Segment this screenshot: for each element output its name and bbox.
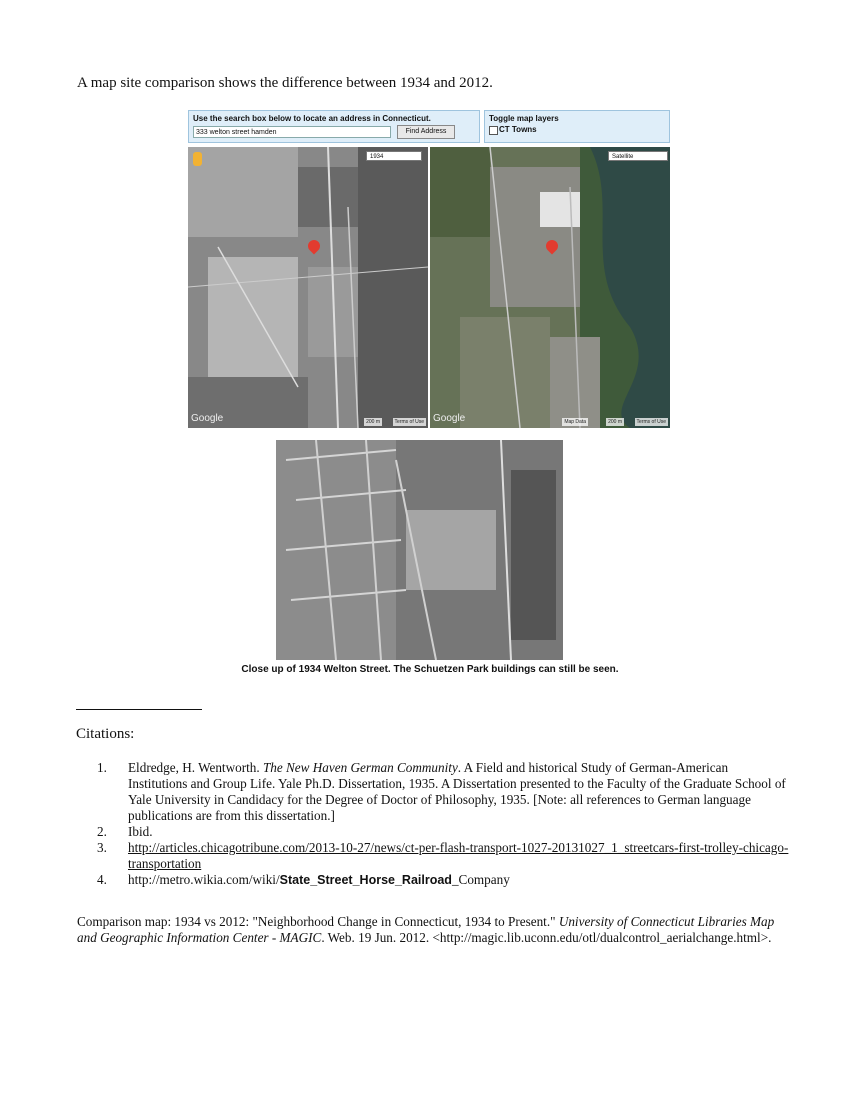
citation-url-prefix: http://metro.wikia.com/wiki/ [128,872,280,887]
citation-url-bold: State_Street_Horse_Railroad [279,873,452,887]
intro-text: A map site comparison shows the difference between 1934 and 2012. [77,75,493,91]
aerial-1934-image [188,147,428,428]
ct-towns-label: CT Towns [499,125,537,134]
citations-list [97,760,790,888]
citation-author: Eldredge, H. Wentworth. [128,760,260,775]
toggle-layers-label: Toggle map layers [489,114,559,123]
ct-towns-checkbox[interactable] [489,126,498,135]
citation-text: Ibid. [128,824,153,839]
map-layer-select-1934[interactable]: 1934 [366,151,422,161]
footnote-divider [76,709,202,710]
citation-url-suffix: _Company [451,872,510,887]
citation-number: 2. [97,824,107,839]
citation-number: 4. [97,872,107,887]
search-label: Use the search box below to locate an address in Connecticut. [193,114,431,123]
comparison-source: University of Connecticut Libraries Map and Geographic Information Center - MAGIC [77,914,775,945]
citation-details: . A Field and historical Study of German-American Institutions and Group Life. Yale Ph.D. Dissertation, 1935. A Dissertation presented to the Faculty of the Graduate School of Yale University in Candidacy for the Degree of Doctor of Philosophy, 1935. [Note: all references to German language publications are from this dissertation.] [128,760,786,823]
citation-number: 3. [97,840,107,855]
street-view-pegman-icon[interactable] [193,152,202,166]
photo-caption: Close up of 1934 Welton Street. The Schuetzen Park buildings can still be seen. [241,664,619,675]
address-search-input[interactable]: 333 welton street hamden [193,126,391,138]
map-layer-select-satellite[interactable]: Satellite [608,151,668,161]
layer-toggle-panel [484,110,670,143]
citation-title: The New Haven German Community [262,760,458,775]
terms-of-use-link[interactable]: Terms of Use [636,419,666,425]
google-logo: Google [191,413,224,424]
closeup-photo-1934 [276,440,563,660]
map-1934[interactable] [188,147,428,428]
citation-link[interactable]: http://articles.chicagotribune.com/2013-10-27/news/ct-per-flash-transport-1027-20131027_1_streetcars-first-trolley-chicago-transportation [128,840,789,871]
map-satellite[interactable] [430,147,670,428]
find-address-button[interactable]: Find Address [397,125,455,139]
map-scale: 200 m [366,419,380,425]
citation-item [97,872,790,888]
comparison-tail: . Web. 19 Jun. 2012. <http://magic.lib.uconn.edu/otl/dualcontrol_aerialchange.html>. [321,930,772,945]
citation-number: 1. [97,760,107,775]
comparison-lead: Comparison map: 1934 vs 2012: "Neighborhood Change in Connecticut, 1934 to Present." [77,914,556,929]
citation-item [97,760,790,824]
citations-heading: Citations: [76,726,135,742]
citation-item [97,824,790,840]
closeup-aerial-image [276,440,563,660]
terms-of-use-link[interactable]: Terms of Use [394,419,424,425]
satellite-2012-image [430,147,670,428]
map-comparison-widget [188,110,670,428]
google-logo: Google [433,413,466,424]
citation-item [97,840,790,872]
search-panel [188,110,480,143]
comparison-map-reference [77,914,797,946]
map-scale: 200 m [608,419,622,425]
map-data-link[interactable]: Map Data [564,419,586,425]
